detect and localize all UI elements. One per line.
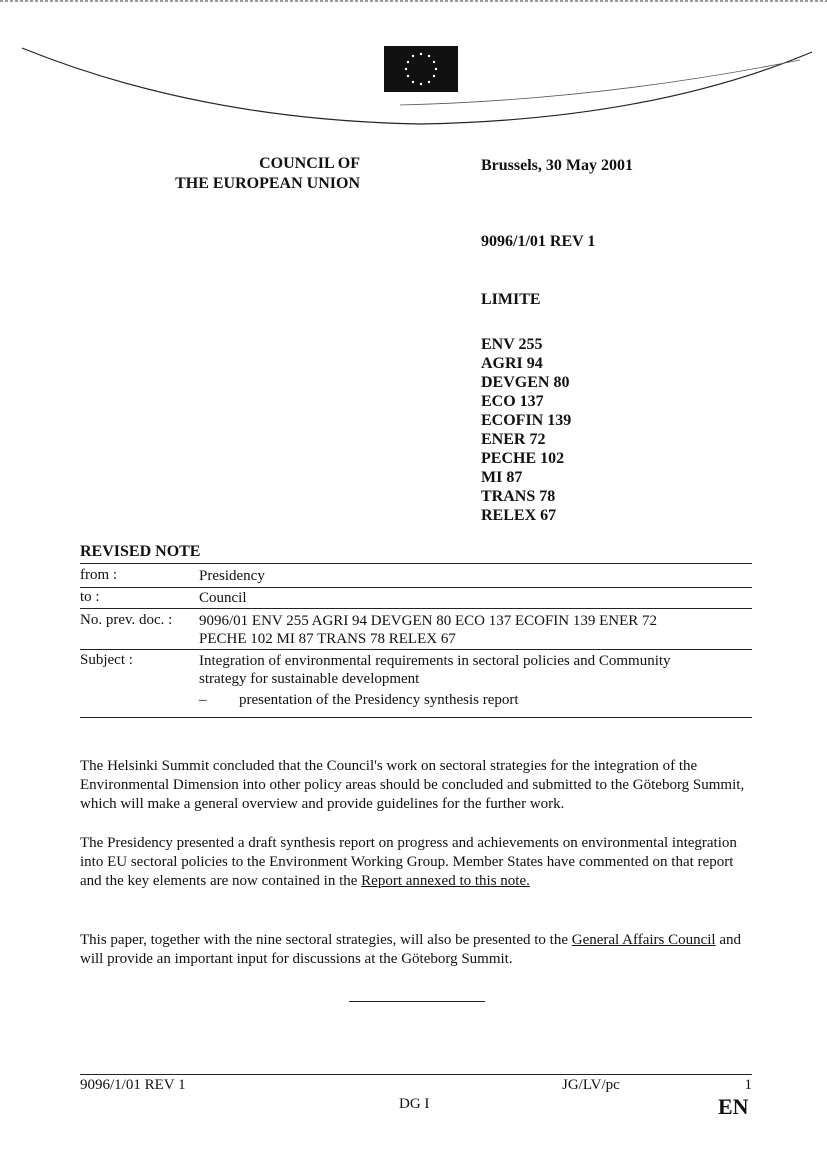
- divider: [80, 587, 752, 588]
- from-label: from :: [80, 567, 118, 583]
- subject-line-3-text: presentation of the Presidency synthesis report: [239, 692, 519, 708]
- code-item: AGRI 94: [481, 355, 543, 372]
- paragraph-3-text: This paper, together with the nine sectoral strategies, will also be presented to the: [80, 932, 572, 948]
- doc-number: 9096/1/01 REV 1: [481, 233, 596, 250]
- paragraph-2: [80, 834, 752, 891]
- code-item: DEVGEN 80: [481, 374, 570, 391]
- footer-initials: JG/LV/pc: [562, 1077, 620, 1093]
- footer-page-number: 1: [744, 1077, 752, 1093]
- council-line-1: COUNCIL OF: [259, 155, 360, 172]
- footer-dg: DG I: [399, 1096, 430, 1112]
- to-value: Council: [199, 590, 247, 606]
- prev-doc-line-1: 9096/01 ENV 255 AGRI 94 DEVGEN 80 ECO 137 ECOFIN 139 ENER 72: [199, 613, 658, 629]
- place-date: Brussels, 30 May 2001: [481, 157, 633, 174]
- prev-doc-value: [199, 612, 754, 648]
- prev-doc-line-2: PECHE 102 MI 87 TRANS 78 RELEX 67: [199, 631, 456, 647]
- classification: LIMITE: [481, 291, 541, 308]
- code-item: RELEX 67: [481, 507, 557, 524]
- eu-emblem-header: [0, 0, 827, 135]
- subject-line-3: [199, 691, 754, 709]
- code-item: ENV 255: [481, 336, 543, 353]
- footer-doc-ref: 9096/1/01 REV 1: [80, 1077, 186, 1093]
- divider: [80, 649, 752, 650]
- note-title: REVISED NOTE: [80, 543, 201, 560]
- paragraph-3: [80, 931, 752, 969]
- footer-divider: [80, 1074, 752, 1075]
- paragraph-1: The Helsinki Summit concluded that the Council's work on sectoral strategies for the integration of the Environmental Dimension into other policy areas should be concluded and submitted to the Göteborg Summit, which will make a general overview and provide guidelines for the further work.: [80, 758, 745, 812]
- council-name: [150, 154, 360, 194]
- paragraph-2-text: The Presidency presented a draft synthesis report on progress and achievements on environmental integration into EU sectoral policies to the Environment Working Group. Member States have commented on that report and the key elements are now contained in the: [80, 835, 737, 889]
- divider: [80, 563, 752, 564]
- general-affairs-council-link[interactable]: General Affairs Council: [571, 932, 716, 948]
- divider: [80, 717, 752, 718]
- to-label: to :: [80, 589, 100, 605]
- end-divider: [349, 1001, 485, 1002]
- subject-line-1: Integration of environmental requirements in sectoral policies and Community: [199, 653, 671, 669]
- prev-doc-label: No. prev. doc. :: [80, 612, 173, 628]
- subject-codes: [481, 335, 571, 525]
- code-item: MI 87: [481, 469, 523, 486]
- subject-label: Subject :: [80, 652, 133, 668]
- from-value: Presidency: [199, 568, 265, 584]
- subject-value: [199, 652, 754, 709]
- subject-dash: –: [199, 692, 207, 708]
- code-item: ECO 137: [481, 393, 544, 410]
- code-item: ECOFIN 139: [481, 412, 572, 429]
- code-item: TRANS 78: [481, 488, 556, 505]
- code-item: ENER 72: [481, 431, 546, 448]
- footer-language: EN: [718, 1094, 749, 1119]
- subject-line-2: strategy for sustainable development: [199, 671, 420, 687]
- report-annex-link[interactable]: Report annexed to this note.: [361, 873, 530, 889]
- divider: [80, 608, 752, 609]
- code-item: PECHE 102: [481, 450, 565, 467]
- council-line-2: THE EUROPEAN UNION: [175, 175, 360, 192]
- paragraph-3-tail: and will provide an important input for discussions at the Göteborg Summit.: [80, 932, 742, 967]
